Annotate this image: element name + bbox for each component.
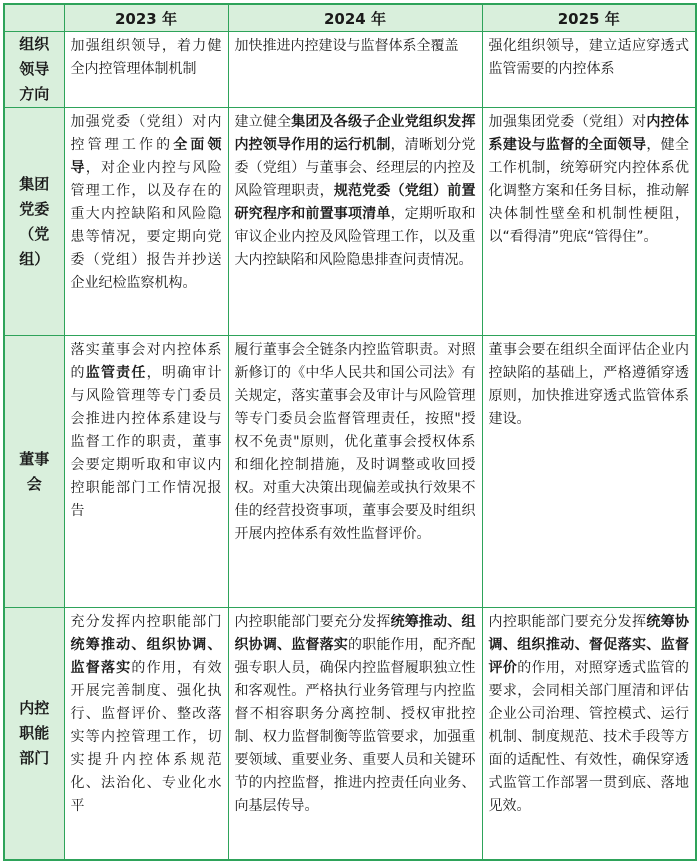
- cell-org-2023: [64, 32, 228, 108]
- cell-text: ，清晰划分党委（党组）与董事会、经理层的内控及风险管理职责，: [234, 137, 476, 199]
- cell-party-2024: [228, 108, 482, 336]
- row-label-party-committee: [4, 108, 64, 336]
- cell-text: 建立健全: [234, 114, 292, 130]
- row-label-line: 职能: [19, 723, 50, 742]
- header-2025: 2025 年: [482, 4, 696, 32]
- emphasis-text: 内控体系建设与监督的全面领导: [488, 114, 690, 153]
- cell-org-2025: [482, 32, 696, 108]
- cell-text: 加强集团党委（党组）对: [488, 114, 647, 130]
- emphasis-text: 规范党委（党组）前置研究程序和前置事项清单: [234, 183, 476, 222]
- emphasis-text: 统筹推动、组织协调、监督落实: [234, 614, 476, 653]
- cell-dept-2024: [228, 608, 482, 860]
- row-label-internal-control-dept: [4, 608, 64, 860]
- emphasis-text: 统筹推动、组织协调、监督落实: [70, 637, 222, 676]
- cell-party-2025: [482, 108, 696, 336]
- row-label-line: 党委: [19, 199, 50, 218]
- cell-text: ，对企业内控与风险管理工作，以及存在的重大内控缺陷和风险隐患等情况，要定期向党委（党组）报告并抄送企业纪检监察机构。: [70, 160, 222, 291]
- row-internal-control-dept: [4, 608, 696, 860]
- cell-board-2023: [64, 336, 228, 608]
- cell-text: 内控职能部门要充分发挥: [488, 614, 647, 630]
- cell-board-2024: [228, 336, 482, 608]
- header-row: [4, 4, 696, 32]
- cell-text: 加强组织领导，着力健全内控管理体制机制: [70, 38, 222, 77]
- header-2023: 2023 年: [64, 4, 228, 32]
- cell-text: 充分发挥内控职能部门: [70, 614, 222, 630]
- cell-text: 加强党委（党组）对内控管理工作的: [70, 114, 222, 153]
- row-party-committee: [4, 108, 696, 336]
- cell-text: 的作用，对照穿透式监管的要求，会同相关部门厘清和评估企业公司治理、管控模式、运行机制、制度规范、技术手段等方面的适配性、有效性，确保穿透式监管工作部署一贯到底、落地见效。: [488, 660, 690, 814]
- row-label-board: [4, 336, 64, 608]
- row-label-org-leadership: [4, 32, 64, 108]
- cell-text: 落实董事会对内控体系的: [70, 342, 222, 381]
- comparison-table: [3, 3, 697, 861]
- cell-text: ，定期听取和审议企业内控及风险管理工作，以及重大内控缺陷和风险隐患排查问责情况。: [234, 206, 476, 268]
- emphasis-text: 全面领导: [70, 137, 222, 176]
- row-label-line: 集团: [19, 174, 50, 193]
- header-2024: 2024 年: [228, 4, 482, 32]
- cell-party-2023: [64, 108, 228, 336]
- row-label-line: 董事: [19, 449, 50, 468]
- cell-text: 内控职能部门要充分发挥: [234, 614, 391, 630]
- emphasis-text: 集团及各级子企业党组织发挥内控领导作用的运行机制: [234, 114, 476, 153]
- cell-text: 加快推进内控建设与监督体系全覆盖: [234, 38, 459, 54]
- emphasis-text: 监管责任: [85, 365, 147, 381]
- row-label-line: 组织: [19, 35, 50, 53]
- cell-text: 董事会要在组织全面评估企业内控缺陷的基础上，严格遵循穿透原则，加快推进穿透式监管体系建设。: [488, 342, 689, 427]
- row-label-line: 部门: [19, 748, 50, 767]
- cell-dept-2025: [482, 608, 696, 860]
- cell-text: ，明确审计与风险管理等专门委员会推进内控体系建设与监督工作的职责，董事会要定期听取和审议内控职能部门工作情况报告: [70, 365, 222, 519]
- row-label-line: （党: [19, 224, 50, 243]
- cell-dept-2023: [64, 608, 228, 860]
- cell-org-2024: [228, 32, 482, 108]
- cell-text: 的作用，有效开展完善制度、强化执行、监督评价、整改落实等内控管理工作，切实提升内控体系规范化、法治化、专业化水平: [70, 660, 222, 814]
- cell-text: 的职能作用，配齐配强专职人员，确保内控监督履职独立性和客观性。严格执行业务管理与内控监督不相容职务分离控制、授权审批控制、权力监督制衡等监管要求，加强重要领域、重要业务、重要人员和关键环节的内控监督，推进内控责任向业务、向基层传导。: [234, 637, 476, 814]
- row-label-line: 组）: [19, 249, 50, 268]
- row-board: [4, 336, 696, 608]
- row-label-line: 内控: [19, 698, 50, 717]
- cell-text: 履行董事会全链条内控监管职责。对照新修订的《中华人民共和国公司法》有关规定，落实董事会及审计与风险管理等专门委员会监督管理责任，按照"授权不免责"原则，优化董事会授权体系和细化控制措施，及时调整或收回授权。对重大决策出现偏差或执行效果不佳的经营投资事项，董事会要及时组织开展内控体系有效性监督评价。: [234, 342, 476, 542]
- emphasis-text: 统筹协调、组织推动、督促落实、监督评价: [488, 614, 690, 676]
- corner-cell: [4, 4, 64, 32]
- cell-text: ，健全工作机制，统筹研究内控体系优化调整方案和任务目标，推动解决体制性壁垒和机制性梗阻，以“看得清”兜底“管得住”。: [488, 137, 690, 245]
- row-label-line: 方向: [19, 85, 50, 103]
- row-label-line: 会: [26, 474, 42, 493]
- cell-board-2025: [482, 336, 696, 608]
- cell-text: 强化组织领导，建立适应穿透式监管需要的内控体系: [488, 38, 689, 77]
- row-org-leadership: [4, 32, 696, 108]
- row-label-line: 领导: [19, 60, 50, 78]
